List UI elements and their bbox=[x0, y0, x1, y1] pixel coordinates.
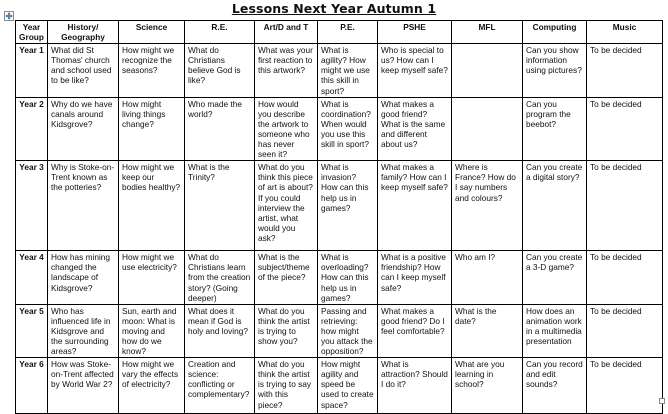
cell-mfl: Where is France? How do I say numbers and colours? bbox=[452, 161, 523, 251]
cell-re: What do Christians believe God is like? bbox=[185, 44, 255, 97]
cell-computing: Can you record and edit sounds? bbox=[523, 358, 587, 414]
header-re: R.E. bbox=[185, 21, 255, 44]
cell-mfl: Who am I? bbox=[452, 251, 523, 304]
cell-mfl: What are you learning in school? bbox=[452, 358, 523, 414]
cell-art-dt: What was your first reaction to this artwork? bbox=[255, 44, 318, 97]
cell-re: Who made the world? bbox=[185, 97, 255, 161]
table-resize-handle[interactable] bbox=[659, 398, 665, 404]
cell-history-geography: Why do we have canals around Kidsgrove? bbox=[48, 97, 119, 161]
cell-science: How might we vary the effects of electricity? bbox=[119, 358, 185, 414]
cell-science: How might we keep our bodies healthy? bbox=[119, 161, 185, 251]
header-row bbox=[16, 21, 663, 44]
table-row bbox=[16, 97, 663, 161]
header-pshe: PSHE bbox=[378, 21, 452, 44]
cell-history-geography: Who has influenced life in Kidsgrove and the surrounding areas? bbox=[48, 304, 119, 357]
cell-music: To be decided bbox=[587, 358, 663, 414]
table-move-handle[interactable] bbox=[4, 11, 14, 21]
cell-music: To be decided bbox=[587, 161, 663, 251]
cell-art-dt: How would you describe the artwork to someone who has never seen it? bbox=[255, 97, 318, 161]
header-music: Music bbox=[587, 21, 663, 44]
cell-science: How might living things change? bbox=[119, 97, 185, 161]
cell-science: How might we recognize the seasons? bbox=[119, 44, 185, 97]
lessons-table bbox=[15, 20, 663, 414]
cell-pe: What is agility? How might we use this skill in sport? bbox=[318, 44, 378, 97]
move-arrows-icon bbox=[5, 12, 13, 20]
cell-pshe: What makes a good friend? Do I feel comfortable? bbox=[378, 304, 452, 357]
table-row bbox=[16, 358, 663, 414]
cell-music: To be decided bbox=[587, 304, 663, 357]
cell-computing: Can you create a digital story? bbox=[523, 161, 587, 251]
cell-history-geography: What did St Thomas' church and school used to be like? bbox=[48, 44, 119, 97]
cell-pe: What is overloading? How can this help us in games? bbox=[318, 251, 378, 304]
header-computing: Computing bbox=[523, 21, 587, 44]
row-year-label: Year 2 bbox=[16, 97, 48, 161]
cell-history-geography: How has mining changed the landscape of Kidsgrove? bbox=[48, 251, 119, 304]
cell-pshe: What is attraction? Should I do it? bbox=[378, 358, 452, 414]
cell-science: Sun, earth and moon: What is moving and how do we know? bbox=[119, 304, 185, 357]
cell-art-dt: What is the subject/theme of the piece? bbox=[255, 251, 318, 304]
cell-music: To be decided bbox=[587, 44, 663, 97]
cell-computing: Can you create a 3-D game? bbox=[523, 251, 587, 304]
page-title: Lessons Next Year Autumn 1 bbox=[231, 1, 437, 16]
cell-re: What does it mean if God is holy and loving? bbox=[185, 304, 255, 357]
cell-music: To be decided bbox=[587, 251, 663, 304]
cell-pe: What is invasion? How can this help us in games? bbox=[318, 161, 378, 251]
cell-computing: Can you program the beebot? bbox=[523, 97, 587, 161]
row-year-label: Year 4 bbox=[16, 251, 48, 304]
cell-mfl: What is the date? bbox=[452, 304, 523, 357]
row-year-label: Year 3 bbox=[16, 161, 48, 251]
header-art-dt: Art/D and T bbox=[255, 21, 318, 44]
cell-science: How might we use electricity? bbox=[119, 251, 185, 304]
cell-pe: Passing and retrieving: how might you attack the opposition? bbox=[318, 304, 378, 357]
table-row bbox=[16, 304, 663, 357]
header-mfl: MFL bbox=[452, 21, 523, 44]
cell-pe: What is coordination? When would you use this skill in sport? bbox=[318, 97, 378, 161]
table-row bbox=[16, 161, 663, 251]
cell-history-geography: How was Stoke-on-Trent affected by World War 2? bbox=[48, 358, 119, 414]
table-row bbox=[16, 251, 663, 304]
header-pe: P.E. bbox=[318, 21, 378, 44]
row-year-label: Year 6 bbox=[16, 358, 48, 414]
cell-art-dt: What do you think the artist is trying to say with this piece? bbox=[255, 358, 318, 414]
cell-pshe: What makes a good friend? What is the same and different about us? bbox=[378, 97, 452, 161]
cell-computing: Can you show information using pictures? bbox=[523, 44, 587, 97]
cell-pshe: Who is special to us? How can I keep myself safe? bbox=[378, 44, 452, 97]
table-row bbox=[16, 44, 663, 97]
cell-pshe: What is a positive friendship? How can I keep myself safe? bbox=[378, 251, 452, 304]
cell-mfl bbox=[452, 44, 523, 97]
cell-art-dt: What do you think the artist is trying to show you? bbox=[255, 304, 318, 357]
header-history-geography: History/ Geography bbox=[48, 21, 119, 44]
cell-music: To be decided bbox=[587, 97, 663, 161]
cell-art-dt: What do you think this piece of art is about? If you could interview the artist, what would you ask? bbox=[255, 161, 318, 251]
cell-pe: How might agility and speed be used to create space? bbox=[318, 358, 378, 414]
cell-pshe: What makes a family? How can I keep myself safe? bbox=[378, 161, 452, 251]
cell-re: What is the Trinity? bbox=[185, 161, 255, 251]
row-year-label: Year 1 bbox=[16, 44, 48, 97]
cell-re: Creation and science: conflicting or complementary? bbox=[185, 358, 255, 414]
row-year-label: Year 5 bbox=[16, 304, 48, 357]
header-science: Science bbox=[119, 21, 185, 44]
cell-computing: How does an animation work in a multimedia presentation bbox=[523, 304, 587, 357]
cell-mfl bbox=[452, 97, 523, 161]
header-year-group: Year Group bbox=[16, 21, 48, 44]
cell-history-geography: Why is Stoke-on-Trent known as the potteries? bbox=[48, 161, 119, 251]
cell-re: What do Christians learn from the creation story? (Going deeper) bbox=[185, 251, 255, 304]
